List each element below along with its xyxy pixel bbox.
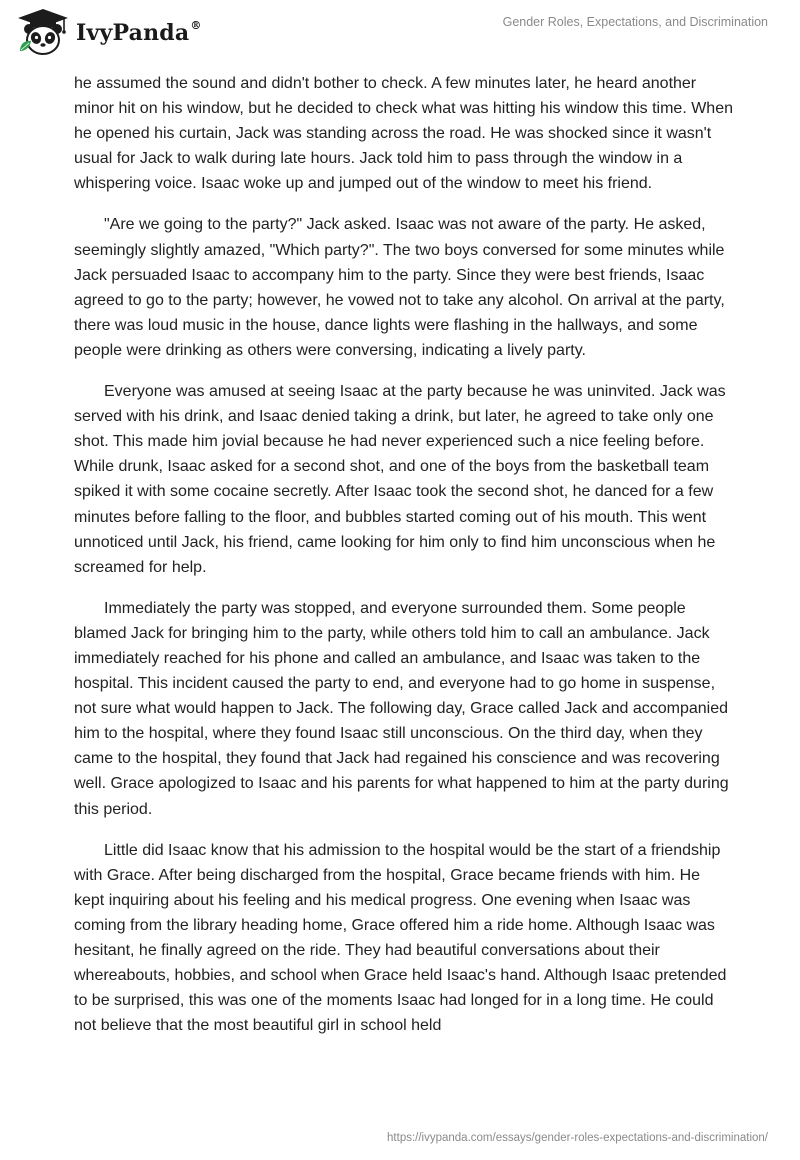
paragraph: Everyone was amused at seeing Isaac at the party because he was uninvited. Jack was served with his drink, and Isaac denied taking a drink, but later, he agreed to take only one shot. This made him jovial because he had never experienced such a nice feeling before. While drunk, Isaac asked for a second shot, and one of the boys from the basketball team spiked it with some cocaine secretly. After Isaac took the second shot, he danced for a few minutes before falling to the floor, and bubbles started coming out of his mouth. This went unnoticed until Jack, his friend, came looking for him only to find him unconscious when he screamed for help. bbox=[74, 383, 726, 576]
source-url-link[interactable]: https://ivypanda.com/essays/gender-roles-expectations-and-discrimination/ bbox=[387, 1132, 768, 1144]
paragraph: he assumed the sound and didn't bother to check. A few minutes later, he heard another minor hit on his window, but he decided to check what was hitting his window this time. When he opened his curtain, Jack was standing across the road. He was shocked since it wasn't usual for Jack to walk during late hours. Jack told him to pass through the window in a whispering voice. Isaac woke up and jumped out of the window to meet his friend. bbox=[74, 75, 733, 193]
brand-label: IvyPanda bbox=[76, 20, 190, 46]
panda-graduate-icon bbox=[14, 7, 72, 57]
ivypanda-logo[interactable] bbox=[14, 7, 202, 57]
trademark-symbol: ® bbox=[190, 18, 202, 32]
paragraph: Little did Isaac know that his admission to the hospital would be the start of a friendship with Grace. After being discharged from the hospital, Grace became friends with him. He kept inquiring about his feeling and his medical progress. One evening when Isaac was coming from the library heading home, Grace offered him a ride home. Although Isaac was hesitant, he finally agreed on the ride. They had beautiful conversations about their whereabouts, hobbies, and school when Grace held Isaac's hand. Although Isaac pretended to be surprised, this was one of the moments Isaac had longed for in a long time. He could not believe that the most beautiful girl in school held bbox=[74, 841, 727, 1035]
brand-name bbox=[76, 20, 202, 46]
paragraph: Immediately the party was stopped, and everyone surrounded them. Some people blamed Jack for bringing him to the party, while others told him to call an ambulance. Jack immediately reached for his phone and called an ambulance, and Isaac was taken to the hospital. This incident caused the party to end, and everyone had to go home in suspense, not sure what would happen to Jack. The following day, Grace called Jack and accompanied him to the hospital, where they found Isaac still unconscious. On the third day, when they came to the hospital, they found that Jack had regained his conscience and was recovering well. Grace apologized to Isaac and his parents for what happened to him at the party during this period. bbox=[74, 599, 729, 818]
page-header bbox=[0, 0, 800, 60]
essay-body bbox=[74, 71, 734, 1054]
document-title: Gender Roles, Expectations, and Discrimination bbox=[502, 15, 768, 29]
paragraph: "Are we going to the party?" Jack asked. Isaac was not aware of the party. He asked, seemingly slightly amazed, "Which party?". The two boys conversed for some minutes while Jack persuaded Isaac to accompany him to the party. Since they were best friends, Isaac agreed to go to the party; however, he vowed not to take any alcohol. On arrival at the party, there was loud music in the house, dance lights were flashing in the hallways, and some people were drinking as others were conversing, indicating a lively party. bbox=[74, 216, 725, 359]
